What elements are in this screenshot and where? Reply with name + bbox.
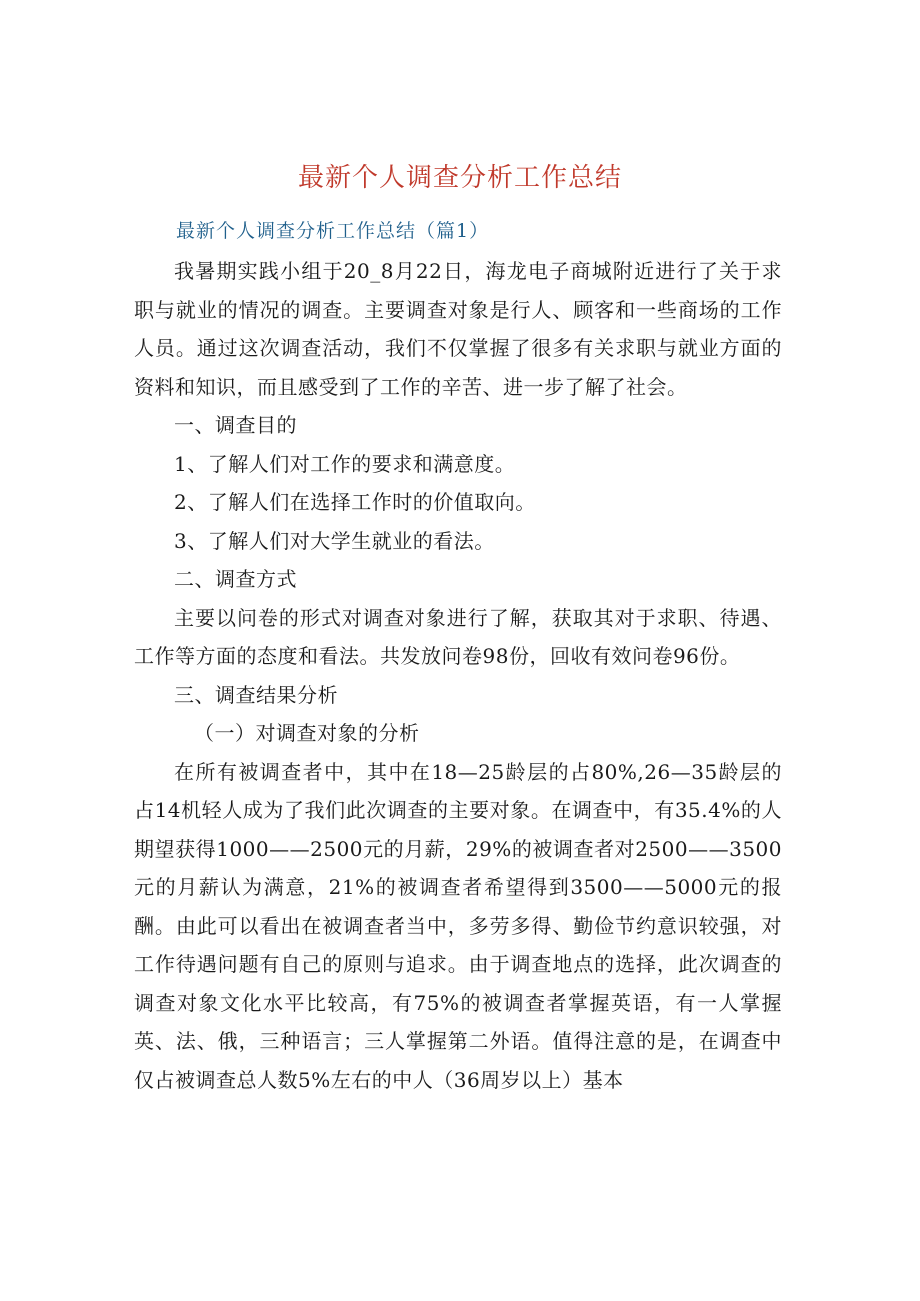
subsection-heading-subjects: （一）对调查对象的分析 (194, 721, 420, 745)
method-paragraph: 主要以问卷的形式对调查对象进行了解，获取其对于求职、待遇、工作等方面的态度和看法。共发放问卷98份，回收有效问卷96份。 (134, 605, 782, 668)
purpose-item-1: 1、了解人们对工作的要求和满意度。 (174, 451, 516, 476)
document-title: 最新个人调查分析工作总结 (297, 163, 622, 193)
intro-paragraph: 我暑期实践小组于20_8月22日，海龙电子商城附近进行了关于求职与就业的情况的调查。主要调查对象是行人、顾客和一些商场的工作人员。通过这次调查活动，我们不仅掌握了很多有关求职与就业方面的资料和知识，而且感受到了工作的辛苦、进一步了解了社会。 (134, 259, 782, 399)
section-heading-purpose: 一、调查目的 (174, 413, 297, 437)
section-heading-results: 三、调查结果分析 (174, 682, 338, 707)
section-heading-method: 二、调查方式 (174, 567, 297, 591)
results-paragraph: 在所有被调查者中，其中在18—25龄层的占80%,26—35龄层的占14机轻人成为了我们此次调查的主要对象。在调查中，有35.4%的人期望获得1000——2500元的月薪，29%的被调查者对2500——3500元的月薪认为满意，21%的被调查者希望得到3500——5000元的报酬。由此可以看出在被调查者当中，多劳多得、勤俭节约意识较强，对工作待遇问题有自己的原则与追求。由于调查地点的选择，此次调查的调查对象文化水平比较高，有75%的被调查者掌握英语，有一人掌握英、法、俄，三种语言；三人掌握第二外语。值得注意的是，在调查中仅占被调查总人数5%左右的中人（36周岁以上）基本 (134, 759, 782, 1092)
purpose-item-2: 2、了解人们在选择工作时的价值取向。 (174, 490, 536, 514)
document-subtitle: 最新个人调查分析工作总结（篇1） (176, 220, 490, 242)
purpose-item-3: 3、了解人们对大学生就业的看法。 (174, 528, 495, 553)
document-body (134, 252, 782, 1099)
